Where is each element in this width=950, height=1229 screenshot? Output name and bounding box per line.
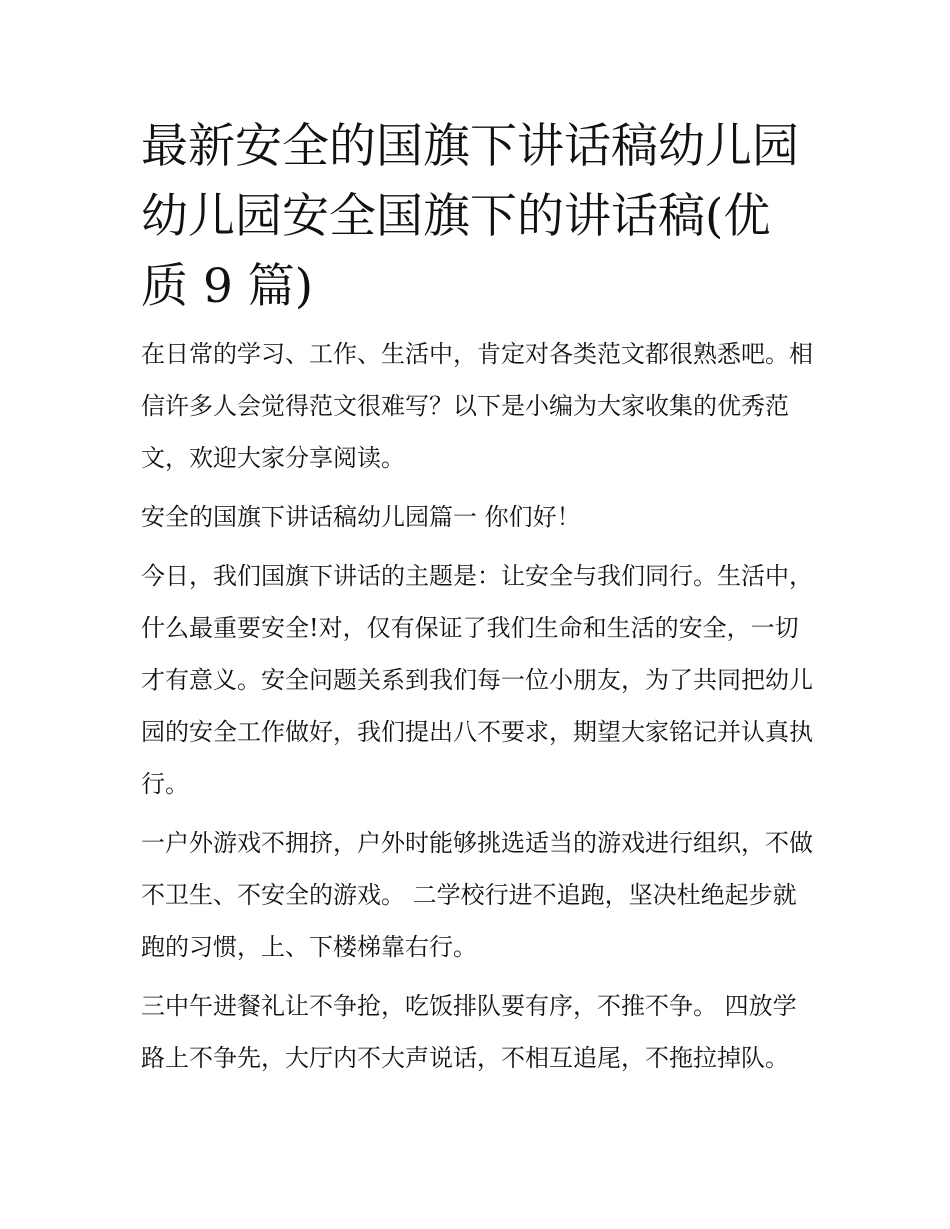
document-body bbox=[141, 112, 813, 1091]
document-title: 最新安全的国旗下讲话稿幼儿园 幼儿园安全国旗下的讲话稿(优质 9 篇) bbox=[141, 119, 799, 314]
paragraph-rules-three-four: 三中午进餐礼让不争抢，吃饭排队要有序，不推不争。 四放学路上不争先，大厅内不大声说话，不相互追尾，不拖拉掉队。 bbox=[141, 992, 797, 1072]
paragraph-intro: 在日常的学习、工作、生活中，肯定对各类范文都很熟悉吧。相信许多人会觉得范文很难写？以下是小编为大家收集的优秀范文，欢迎大家分享阅读。 bbox=[141, 340, 813, 472]
paragraph-theme: 今日，我们国旗下讲话的主题是：让安全与我们同行。生活中，什么最重要安全!对，仅有保证了我们生命和生活的安全，一切才有意义。安全问题关系到我们每一位小朋友，为了共同把幼儿园的安全工作做好，我们提出八不要求，期望大家铭记并认真执行。 bbox=[141, 562, 813, 798]
paragraph-section-heading: 安全的国旗下讲话稿幼儿园篇一 你们好！ bbox=[141, 503, 581, 531]
paragraph-rules-one-two: 一户外游戏不拥挤，户外时能够挑选适当的游戏进行组织，不做不卫生、不安全的游戏。 二学校行进不追跑，坚决杜绝起步就跑的习惯，上、下楼梯靠右行。 bbox=[141, 829, 813, 961]
